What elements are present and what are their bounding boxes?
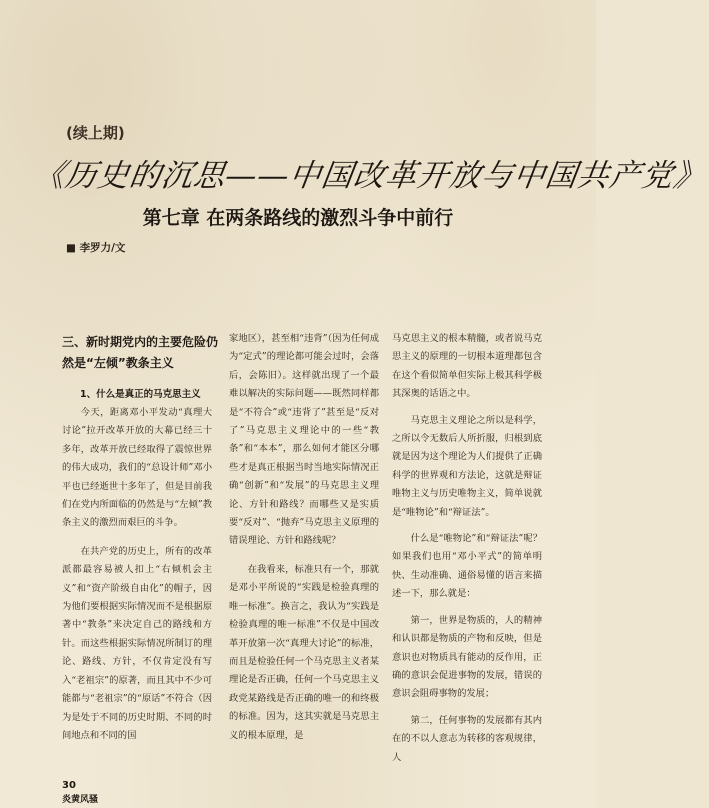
paragraph: 家地区），甚至相“违背”（因为任何成为“定式”的理论都可能会过时，会落后，会陈旧）。这样就出现了一个最难以解决的实际问题——既然同样都是“不符合”或“违背了”甚至是“反对了”马克思主义理论中的一些“教条”和“本本”，那么如何才能区分哪些才是真正根据当时当地实际情况正确“创新”和“发展”的马克思主义理论、方针和路线？而哪些又是实质要“反对”、“抛弃”马克思主义原理的错误理论、方针和路线呢？ xyxy=(229,333,379,547)
paragraph: 第二，任何事物的发展都有其内在的不以人意志为转移的客观规律，人 xyxy=(392,714,542,763)
text-column-2 xyxy=(229,330,379,745)
text-column-3 xyxy=(392,330,542,767)
paragraph: 第一，世界是物质的，人的精神和认识都是物质的产物和反映，但是意识也对物质具有能动的反作用，正确的意识会促进事物的发展，错误的意识会阻碍事物的发展； xyxy=(392,614,542,700)
paragraph: 在我看来，标准只有一个，那就是邓小平所说的“实践是检验真理的唯一标准”。换言之，我认为“实践是检验真理的唯一标准”不仅是中国改革开放第一次“真理大讨论”的标准，而且是检验任何一个马克思主义者某理论是否正确，任何一个马克思主义政党某路线是否正确的唯一的和终极的标准。因为，这其实就是马克思主义的根本原理，是 xyxy=(229,563,379,741)
page-number: 30 xyxy=(62,780,76,791)
paragraph: 在共产党的历史上，所有的改革派都最容易被人扣上“右倾机会主义”和“资产阶级自由化”的帽子，因为他们要根据实际情况而不是根据原著中“教条”来决定自己的路线和方针。而这些根据实际情况所制订的理论、路线、方针，不仅肯定没有写入“老祖宗”的原著，而且其中不少可能都与“老祖宗”的“原话”不符合（因为是处于不同的历史时期、不同的时间地点和不同的国 xyxy=(62,545,212,741)
subsection-title: 1、什么是真正的马克思主义 xyxy=(80,389,201,400)
continued-label: (续上期) xyxy=(66,124,125,142)
paragraph: 今天，距离邓小平发动“真理大讨论”拉开改革开放的大幕已经三十多年，改革开放已经取得了震惊世界的伟大成功，我们的“总设计师”邓小平也已经逝世十多年了，但是目前我们在党内所面临的仍然是与“左倾”教条主义的激烈而艰巨的斗争。 xyxy=(62,407,212,529)
magazine-name: 炎黄风骚 xyxy=(62,795,99,805)
paragraph: 马克思主义的根本精髓，或者说马克思主义的原理的一切根本道理都包含在这个看似简单但实际上极其科学极其深奥的话语之中。 xyxy=(392,333,542,400)
section-title: 三、新时期党内的主要危险仍然是“左倾”教条主义 xyxy=(62,335,219,370)
calligraphy-title: 《历史的沉思——中国改革开放与中国共产党》 xyxy=(31,158,709,194)
paragraph: 马克思主义理论之所以是科学，之所以令无数后人所折服，归根到底就是因为这个理论为人们提供了正确科学的世界观和方法论，这就是辩证唯物主义与历史唯物主义，简单说就是“唯物论”和“辩证法”。 xyxy=(392,414,542,518)
text-column-1 xyxy=(62,404,212,745)
paragraph: 什么是“唯物论”和“辩证法”呢？如果我们也用“邓小平式”的简单明快、生动准确、通俗易懂的语言来描述一下，那么就是： xyxy=(392,533,542,600)
chapter-title: 第七章 在两条路线的激烈斗争中前行 xyxy=(142,207,454,229)
author-byline: ■ 李罗力/文 xyxy=(66,242,126,254)
